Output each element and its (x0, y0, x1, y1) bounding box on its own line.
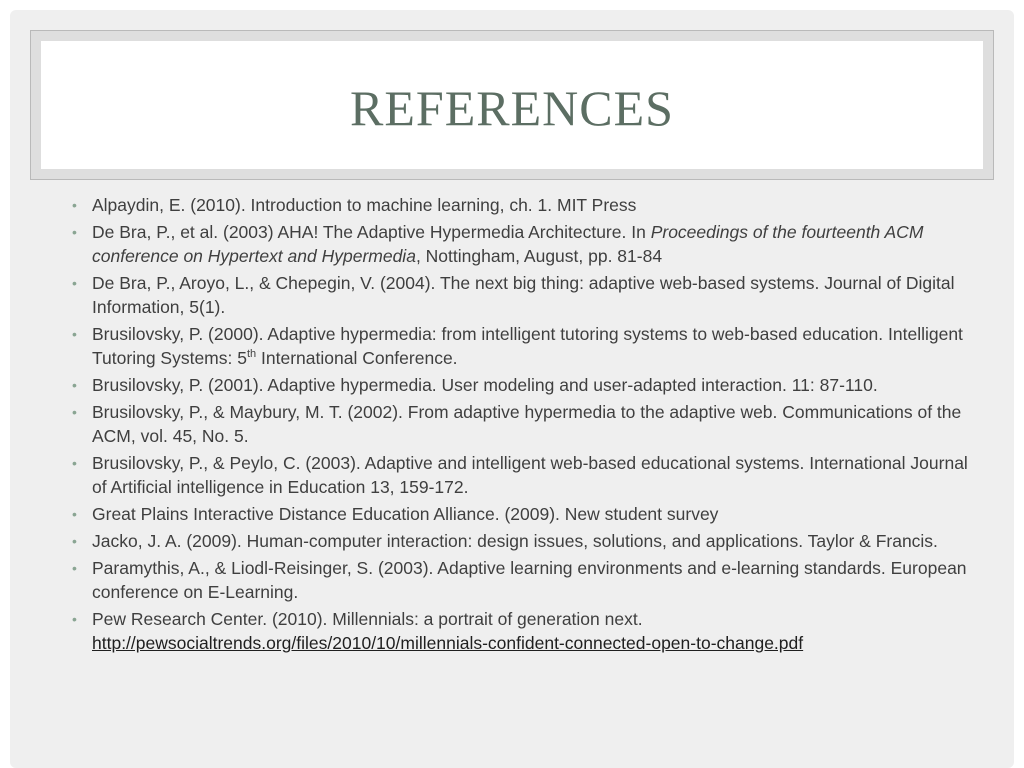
reference-text: De Bra, P., et al. (2003) AHA! The Adaptive Hypermedia Architecture. In (92, 222, 651, 242)
pew-research-link[interactable]: http://pewsocialtrends.org/files/2010/10/millennials-confident-connected-open-to-change.pdf (92, 633, 804, 653)
bullet-icon: • (72, 377, 77, 393)
reference-text: Brusilovsky, P. (2000). Adaptive hypermedia: from intelligent tutoring systems to web-based education. Intelligent Tutoring Systems: 5 (92, 324, 963, 368)
reference-item (72, 451, 972, 499)
reference-item (72, 607, 972, 655)
slide-title: REFERENCES (350, 80, 674, 136)
bullet-icon: • (72, 275, 77, 291)
reference-item (72, 271, 972, 319)
reference-text: De Bra, P., Aroyo, L., & Chepegin, V. (2004). The next big thing: adaptive web-based systems. Journal of Digital Information, 5(1). (92, 273, 955, 317)
reference-text: Brusilovsky, P. (2001). Adaptive hypermedia. User modeling and user-adapted interaction. 11: 87-110. (92, 375, 878, 395)
title-frame (30, 30, 994, 180)
slide (10, 10, 1014, 768)
reference-item (72, 502, 972, 526)
bullet-icon: • (72, 533, 77, 549)
reference-text: Paramythis, A., & Liodl-Reisinger, S. (2003). Adaptive learning environments and e-learning standards. European conference on E-Learning. (92, 558, 967, 602)
reference-text-tail: , Nottingham, August, pp. 81-84 (415, 246, 663, 266)
reference-item (72, 529, 972, 553)
reference-text: Jacko, J. A. (2009). Human-computer interaction: design issues, solutions, and applications. Taylor & Francis. (92, 531, 938, 551)
reference-text: Pew Research Center. (2010). Millennials: a portrait of generation next. (92, 609, 643, 629)
reference-italic-title: Proceedings of the fourteenth ACM conference on Hypertext and Hypermedia (92, 222, 924, 266)
ordinal-superscript: th (246, 348, 257, 361)
bullet-icon: • (72, 611, 77, 627)
bullet-icon: • (72, 560, 77, 576)
bullet-icon: • (72, 224, 77, 240)
bullet-icon: • (72, 404, 77, 420)
bullet-icon: • (72, 506, 77, 522)
reference-text: Brusilovsky, P., & Peylo, C. (2003). Adaptive and intelligent web-based educational systems. International Journal of Artificial intelligence in Education 13, 159-172. (92, 453, 968, 497)
reference-list (72, 193, 972, 658)
reference-item (72, 556, 972, 604)
reference-text: Great Plains Interactive Distance Education Alliance. (2009). New student survey (92, 504, 719, 524)
reference-item (72, 322, 972, 370)
reference-text: Alpaydin, E. (2010). Introduction to machine learning, ch. 1. MIT Press (92, 195, 637, 215)
bullet-icon: • (72, 455, 77, 471)
reference-item (72, 400, 972, 448)
reference-text: Brusilovsky, P., & Maybury, M. T. (2002). From adaptive hypermedia to the adaptive web. Communications of the ACM, vol. 45, No. 5. (92, 402, 962, 446)
reference-text-tail: International Conference. (256, 348, 458, 368)
reference-item (72, 373, 972, 397)
title-box (41, 41, 983, 169)
bullet-icon: • (72, 197, 77, 213)
reference-item (72, 193, 972, 217)
bullet-icon: • (72, 326, 77, 342)
reference-item (72, 220, 972, 268)
